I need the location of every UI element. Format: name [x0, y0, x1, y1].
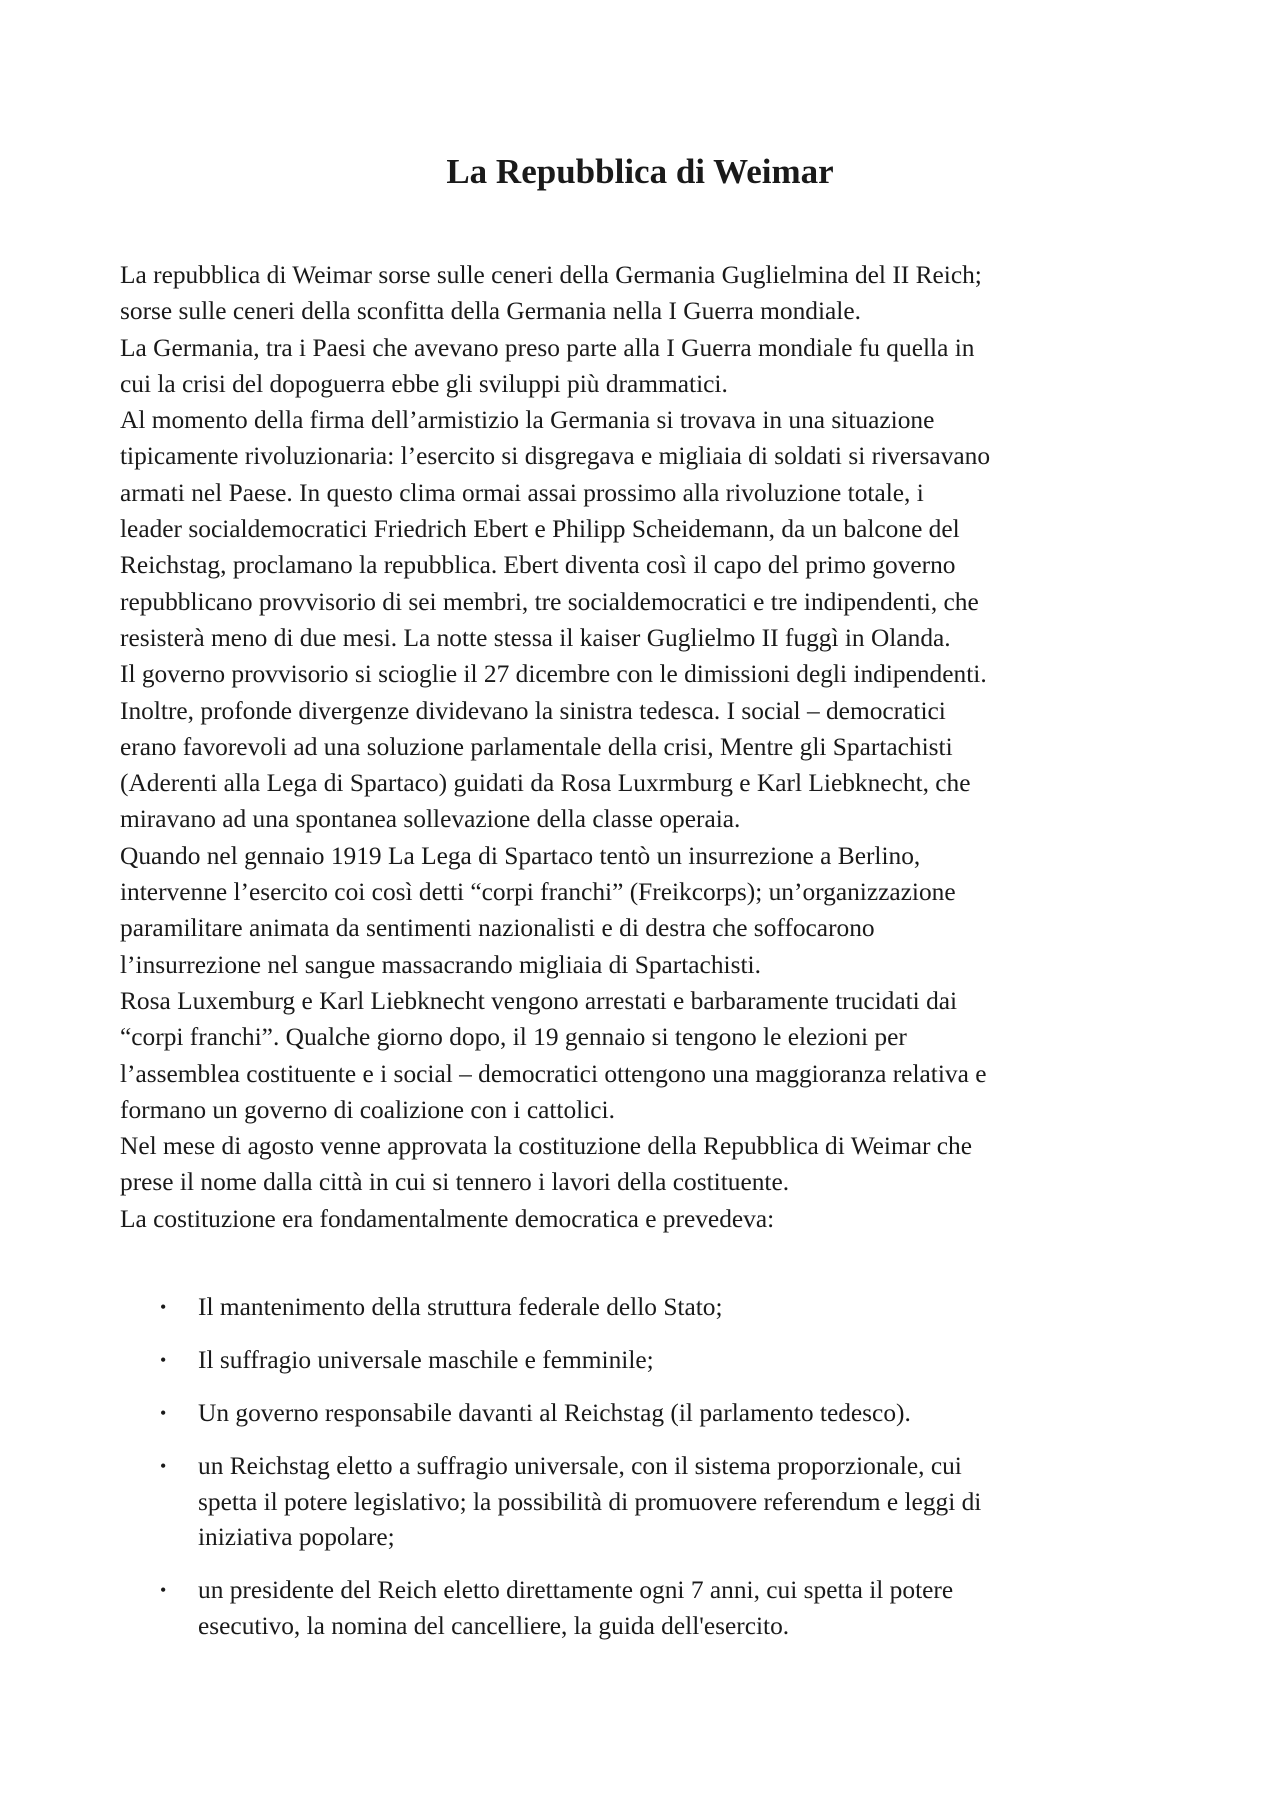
body-line: repubblicano provvisorio di sei membri, tre socialdemocratici e tre indipendenti, che: [120, 587, 979, 616]
body-line: Il governo provvisorio si scioglie il 27 dicembre con le dimissioni degli indipendenti.: [120, 660, 987, 689]
body-line: paramilitare animata da sentimenti nazionalisti e di destra che soffocarono: [120, 914, 875, 943]
list-item-line: spetta il potere legislativo; la possibilità di promuovere referendum e leggi di: [198, 1487, 982, 1516]
document-body: [120, 257, 1180, 1237]
bullet-icon: •: [160, 1456, 167, 1476]
body-line: Inoltre, profonde divergenze dividevano la sinistra tedesca. I social – democratici: [120, 696, 946, 725]
body-line: intervenne l’esercito coi così detti “corpi franchi” (Freikcorps); un’organizzazione: [120, 878, 956, 907]
list-item: [120, 1290, 1180, 1326]
list-item: [120, 1573, 1180, 1644]
body-line: miravano ad una spontanea sollevazione della classe operaia.: [120, 805, 741, 834]
list-item-line: un presidente del Reich eletto direttamente ogni 7 anni, cui spetta il potere: [198, 1576, 954, 1604]
body-line: La costituzione era fondamentalmente democratica e prevedeva:: [120, 1204, 775, 1233]
body-line: l’assemblea costituente e i social – democratici ottengono una maggioranza relativa e: [120, 1059, 987, 1088]
list-item-line: esecutivo, la nomina del cancelliere, la guida dell'esercito.: [198, 1611, 790, 1640]
body-line: sorse sulle ceneri della sconfitta della Germania nella I Guerra mondiale.: [120, 297, 861, 326]
body-line: prese il nome dalla città in cui si tennero i lavori della costituente.: [120, 1168, 790, 1197]
body-line: Nel mese di agosto venne approvata la costituzione della Repubblica di Weimar che: [120, 1132, 973, 1161]
body-line: Rosa Luxemburg e Karl Liebknecht vengono arrestati e barbaramente trucidati dai: [120, 986, 958, 1015]
list-item-line: Il suffragio universale maschile e femminile;: [198, 1346, 654, 1374]
body-line: Quando nel gennaio 1919 La Lega di Spartaco tentò un insurrezione a Berlino,: [120, 841, 921, 870]
bullet-icon: •: [160, 1350, 167, 1370]
list-item: [120, 1449, 1180, 1556]
body-line: leader socialdemocratici Friedrich Ebert e Philipp Scheidemann, da un balcone del: [120, 515, 960, 544]
body-line: La Germania, tra i Paesi che avevano preso parte alla I Guerra mondiale fu quella in: [120, 333, 975, 362]
constitution-list: [120, 1290, 1180, 1662]
list-item: [120, 1396, 1180, 1432]
list-item-line: iniziativa popolare;: [198, 1523, 395, 1551]
list-item-line: Un governo responsabile davanti al Reichstag (il parlamento tedesco).: [198, 1399, 911, 1427]
body-line: Al momento della firma dell’armistizio la Germania si trovava in una situazione: [120, 406, 935, 435]
bullet-icon: •: [160, 1297, 167, 1317]
body-line: tipicamente rivoluzionaria: l’esercito si disgregava e migliaia di soldati si riversavano: [120, 442, 991, 471]
bullet-icon: •: [160, 1580, 167, 1600]
body-line: Reichstag, proclamano la repubblica. Ebert diventa così il capo del primo governo: [120, 551, 956, 580]
body-line: armati nel Paese. In questo clima ormai assai prossimo alla rivoluzione totale, i: [120, 478, 924, 507]
list-item-line: un Reichstag eletto a suffragio universale, con il sistema proporzionale, cui: [198, 1452, 962, 1480]
list-item: [120, 1343, 1180, 1379]
body-line: cui la crisi del dopoguerra ebbe gli sviluppi più drammatici.: [120, 369, 728, 398]
list-item-line: Il mantenimento della struttura federale dello Stato;: [198, 1293, 723, 1321]
body-line: “corpi franchi”. Qualche giorno dopo, il 19 gennaio si tengono le elezioni per: [120, 1023, 907, 1052]
bullet-icon: •: [160, 1403, 167, 1423]
body-line: formano un governo di coalizione con i cattolici.: [120, 1095, 615, 1124]
body-line: l’insurrezione nel sangue massacrando migliaia di Spartachisti.: [120, 950, 761, 979]
body-line: (Aderenti alla Lega di Spartaco) guidati da Rosa Luxrmburg e Karl Liebknecht, che: [120, 769, 971, 798]
body-line: erano favorevoli ad una soluzione parlamentale della crisi, Mentre gli Spartachisti: [120, 732, 953, 761]
document-title: La Repubblica di Weimar: [446, 152, 834, 191]
body-line: La repubblica di Weimar sorse sulle ceneri della Germania Guglielmina del II Reich;: [120, 261, 982, 289]
body-line: resisterà meno di due mesi. La notte stessa il kaiser Guglielmo II fuggì in Olanda.: [120, 623, 951, 652]
